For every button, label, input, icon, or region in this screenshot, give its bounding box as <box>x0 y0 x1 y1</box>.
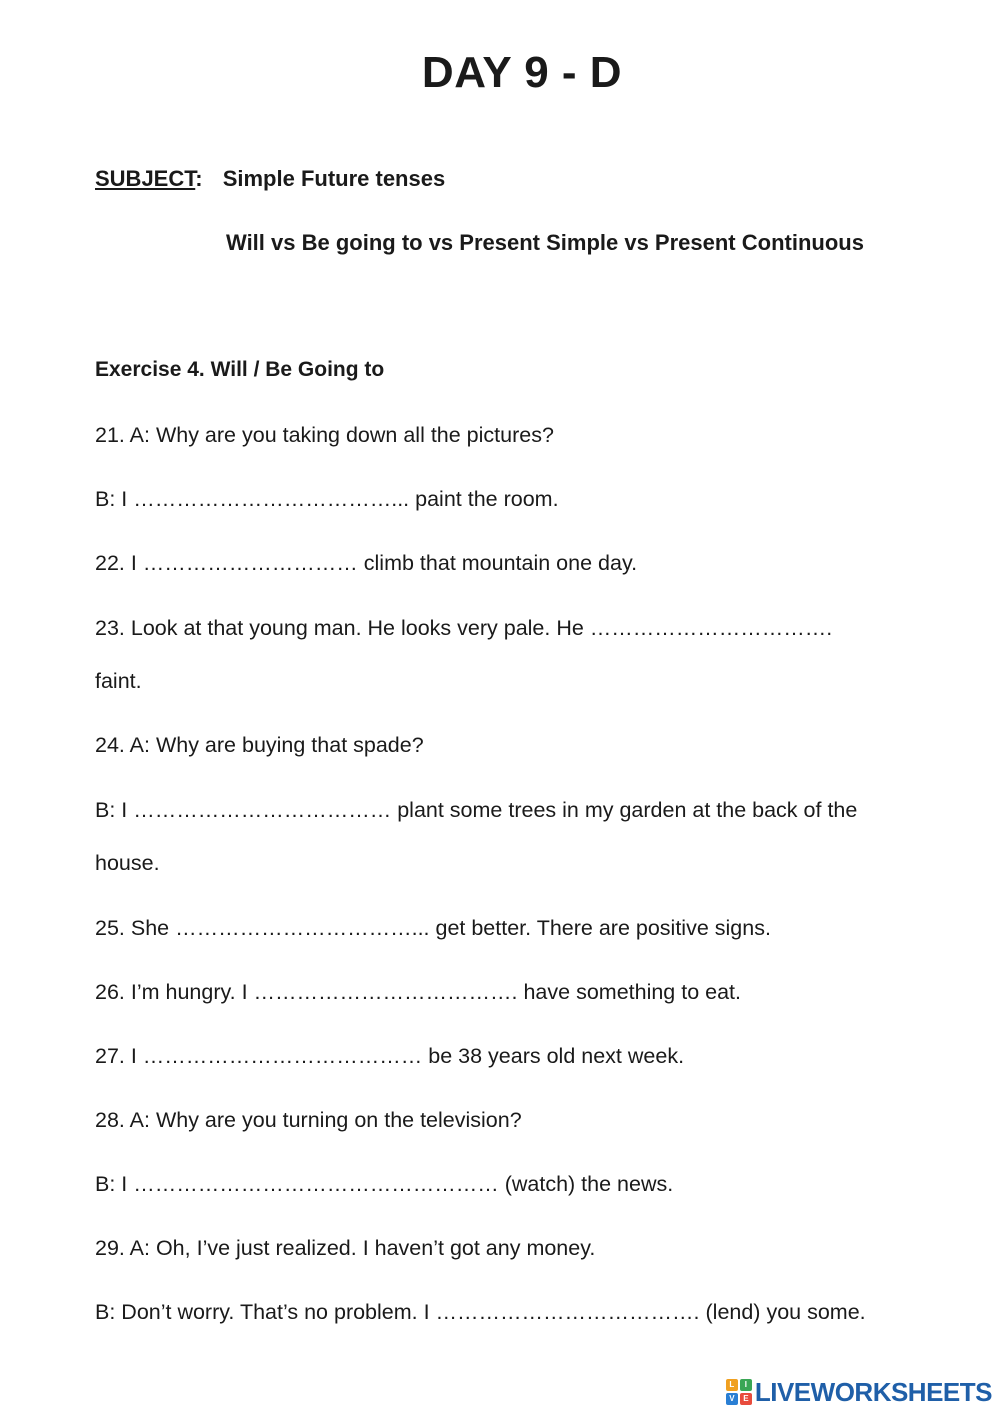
subject-separator: : <box>195 166 203 191</box>
exercise-line: 27. I ………………………………… be 38 years old next week. <box>95 1044 685 1068</box>
exercise-line: 25. She ……………………………... get better. There are positive signs. <box>95 916 771 940</box>
logo-mark-tile: I <box>740 1379 752 1391</box>
exercise-line: 26. I’m hungry. I ………………………………. have something to eat. <box>95 980 742 1004</box>
exercise-line: 23. Look at that young man. He looks very pale. He ……………………………. <box>95 616 833 640</box>
logo-text: LIVEWORKSHEETS <box>754 1376 992 1407</box>
exercise-line: B: Don’t worry. That’s no problem. I ………………………………. (lend) you some. <box>95 1300 866 1324</box>
logo-mark-icon <box>726 1379 752 1405</box>
exercise-line: faint. <box>95 669 142 693</box>
subject-subtitle: Will vs Be going to vs Present Simple vs Present Continuous <box>226 230 864 255</box>
liveworksheets-logo <box>726 1375 992 1409</box>
exercise-line: 21. A: Why are you taking down all the pictures? <box>95 423 554 447</box>
exercise-line: B: I ……………………………… plant some trees in my garden at the back of the <box>95 798 858 822</box>
exercise-line: 22. I ………………………… climb that mountain one day. <box>95 551 638 575</box>
exercise-line: 24. A: Why are buying that spade? <box>95 733 424 757</box>
subject-label: SUBJECT <box>95 166 196 191</box>
page-title: DAY 9 - D <box>421 48 623 97</box>
exercise-line: B: I …………………………………………… (watch) the news. <box>95 1172 674 1196</box>
logo-mark-tile: L <box>726 1379 738 1391</box>
exercise-line: 28. A: Why are you turning on the television? <box>95 1108 522 1132</box>
exercise-line: house. <box>95 851 160 875</box>
subject-value: Simple Future tenses <box>222 166 446 191</box>
logo-mark-tile: V <box>726 1393 738 1405</box>
exercise-line: B: I ………………………………... paint the room. <box>95 487 559 511</box>
exercise-line: 29. A: Oh, I’ve just realized. I haven’t got any money. <box>95 1236 596 1260</box>
exercise-title: Exercise 4. Will / Be Going to <box>95 358 385 381</box>
logo-mark-tile: E <box>740 1393 752 1405</box>
subject-row <box>95 166 445 192</box>
